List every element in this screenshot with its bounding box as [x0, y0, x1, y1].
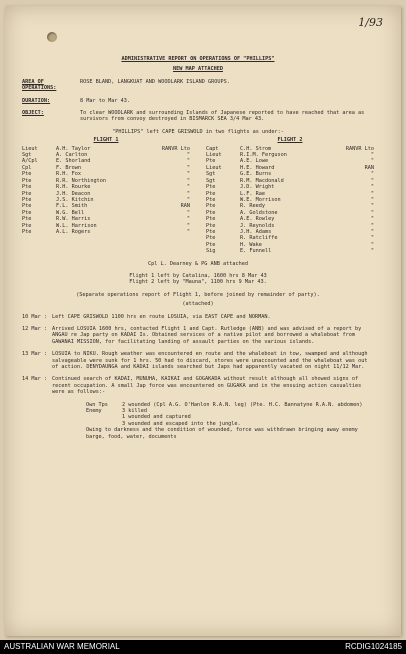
area-value: ROSE BLAND, LANGKUAT AND WOODLARK ISLAND GROUPS. [80, 78, 230, 85]
roster-entry [206, 248, 374, 254]
member-name: H.E. Howard [240, 164, 275, 171]
area-row [22, 79, 374, 92]
flights-intro: "PHILLIPS" left CAPE GRISWOLD in two flights as under:- [112, 128, 284, 135]
member-rank: Pte [22, 190, 32, 197]
closing-text: Owing to darkness and the condition of wounded, force was withdrawn bringing away enemy barge, food, water, documents [86, 427, 358, 440]
member-name: A.E. Lowe [240, 158, 269, 165]
folio-number: 1/93 [358, 16, 383, 29]
diary-date: 12 Mar : [22, 326, 47, 332]
member-rank: Pte [206, 158, 216, 165]
member-name: C.H. Strom [240, 145, 272, 152]
member-rank: Pte [22, 209, 32, 216]
archive-name: AUSTRALIAN WAR MEMORIAL [4, 642, 120, 651]
member-name: A. Carlton [56, 152, 88, 159]
roster-entry [22, 229, 190, 235]
diary-date: 14 Mar : [22, 376, 47, 383]
member-note: " [186, 196, 190, 203]
member-name: W.L. Harrison [56, 222, 97, 229]
flight1-heading: FLIGHT 1 [93, 137, 119, 144]
member-name: E. Funnell [240, 248, 272, 255]
member-note: " [186, 209, 190, 216]
member-rank: Pte [206, 228, 216, 235]
casualty-value: 3 killed [122, 408, 147, 415]
member-note: " [370, 209, 374, 216]
member-note: " [370, 177, 374, 184]
member-note: " [370, 248, 374, 255]
member-rank: Sgt [206, 171, 216, 178]
member-note: " [186, 222, 190, 229]
member-note: " [370, 241, 374, 248]
attached-note: Cpl L. Dearney & PG ANB attached [148, 260, 248, 267]
member-name: R.H. Rourke [56, 184, 91, 191]
diary-text: Arrived LOSUIA 1600 hrs, contacted Flight 1 and Capt. Rutledge (ANB) and was advised of a report by ANGAU re Jap party on KADAI Is. Obtained services of a native pilot and borrowed a whaleboat from GAWANAI MISSION, for facilitating landing of assault parties on the various islands. [52, 326, 362, 345]
member-rank: Lieut [206, 164, 222, 171]
member-rank: Cpl [22, 164, 32, 171]
attached-label: (attached) [182, 301, 214, 308]
member-rank: Pte [206, 216, 216, 223]
diary-entry [22, 314, 374, 320]
casualty-value: 2 wounded (Cpl A.G. O'Hanlon R.A.N. leg) (Pte. H.C. Bannatyne R.A.N. abdomen) [122, 401, 363, 408]
diary-text: Continued search of KADAI, MUNUHA, KAIKAI and GOGAKADA without result although all showed signs of recent occupation. A small Jap force was encountered on GUGAKA and in the ensuing action casualties were as follows:- [52, 376, 362, 396]
member-note: " [370, 228, 374, 235]
member-note: " [186, 171, 190, 178]
diary-date: 13 Mar : [22, 351, 47, 358]
diary-text: LOSUIA to NIKU. Rough weather was encountered en route and the whaleboat in tow, swamped and although salvageable were sunk for 1 hrs. 50 had to discard, stores were unaccounted and the whaleboat was out of action. DENYDAUNGA and KADAI islands searched but Japs had apparently vacated on night 11/12 Mar. [52, 351, 368, 371]
member-rank: Capt [206, 145, 219, 152]
member-note: RANVR Lto [161, 145, 190, 152]
member-name: R.M. Macdonald [240, 177, 284, 184]
diary-text: Left CAPE GRISWOLD 1100 hrs en route LOSUIA, via EAST CAPE and NORMAN. [52, 313, 271, 320]
flight1-list [22, 146, 190, 236]
flights-roster [22, 137, 374, 254]
member-name: J.D. Wright [240, 184, 275, 191]
member-note: " [186, 152, 190, 159]
member-name: R. Ratcliffe [240, 235, 278, 242]
member-rank: Pte [22, 184, 32, 191]
member-rank: A/Cpl [22, 158, 38, 165]
flight2-heading: FLIGHT 2 [277, 137, 303, 144]
member-note: RANVR Lto [345, 145, 374, 152]
member-name: R.W. Harris [56, 216, 91, 223]
member-note: " [370, 152, 374, 159]
member-rank: Sgt [206, 177, 216, 184]
diary-date: 10 Mar : [22, 313, 47, 320]
member-note: " [370, 171, 374, 178]
member-name: R.R. Northington [56, 177, 106, 184]
member-rank: Pte [206, 190, 216, 197]
member-note: " [186, 177, 190, 184]
member-rank: Pte [22, 196, 32, 203]
member-rank: Sgt [22, 152, 32, 159]
member-name: L.F. Rae [240, 190, 265, 197]
casualty-label: Own Tps [86, 401, 108, 408]
member-note: " [370, 203, 374, 210]
member-rank: Pte [22, 222, 32, 229]
duration-value: 8 Mar to Mar 43. [80, 97, 130, 104]
flight2-departure: Flight 2 left by "Mauna", 1100 hrs 9 Mar 43. [129, 279, 267, 286]
member-name: J. Reynolds [240, 222, 275, 229]
member-rank: Pte [206, 203, 216, 210]
member-name: W.G. Bell [56, 209, 85, 216]
member-note: " [186, 216, 190, 223]
member-name: R.I.M. Ferguson [240, 152, 287, 159]
flight2-column [206, 137, 374, 254]
member-rank: Pte [206, 184, 216, 191]
member-rank: Pte [22, 177, 32, 184]
member-name: E. Shorland [56, 158, 91, 165]
member-rank: Pte [206, 196, 216, 203]
member-note: " [370, 158, 374, 165]
member-note: " [370, 222, 374, 229]
area-label: AREA OF OPERATIONS: [22, 78, 57, 92]
member-name: F. Brown [56, 164, 81, 171]
object-row [22, 110, 374, 123]
report-title: ADMINISTRATIVE REPORT ON OPERATIONS OF "PHILLIPS" [121, 56, 275, 62]
diary-entry [22, 351, 374, 370]
member-rank: Pte [206, 209, 216, 216]
member-rank: Pte [206, 222, 216, 229]
member-note: " [186, 184, 190, 191]
member-rank: Pte [22, 216, 32, 223]
object-value: To clear WOODLARK and surrounding Islands of Japanese reported to have reached that area as survivors from convoy destroyed in BISMARCK SEA 3/4 Mar 43. [80, 110, 365, 123]
member-rank: Pte [22, 228, 32, 235]
flight1-departure: Flight 1 left by Catalina, 1600 hrs 8 Mar 43 [129, 272, 267, 279]
member-name: A.E. Rowley [240, 216, 275, 223]
member-note: " [186, 158, 190, 165]
member-rank: Pte [22, 171, 32, 178]
flight1-column [22, 137, 190, 254]
member-note: " [370, 190, 374, 197]
member-name: F.L. Smith [56, 203, 88, 210]
casualty-value: 3 wounded and escaped into the jungle. [122, 420, 241, 427]
member-name: R.H. Fox [56, 171, 81, 178]
flight2-list [206, 146, 374, 255]
member-name: A.L. Rogers [56, 228, 91, 235]
member-name: H. Wake [240, 241, 262, 248]
member-name: W.E. Morrison [240, 196, 281, 203]
member-note: RAN [364, 164, 374, 171]
member-rank: Pte [206, 241, 216, 248]
member-note: " [186, 190, 190, 197]
member-note: " [186, 164, 190, 171]
duration-row [22, 98, 374, 104]
archive-reference: RCDIG1024185 [345, 642, 402, 651]
member-rank: Lieut [206, 152, 222, 159]
member-name: A. Goldstone [240, 209, 278, 216]
member-note: " [186, 228, 190, 235]
member-note: " [370, 196, 374, 203]
casualty-value: 1 wounded and captured [122, 414, 191, 421]
operations-diary [22, 314, 374, 396]
member-name: J.H. Adams [240, 228, 272, 235]
duration-label: DURATION: [22, 97, 51, 104]
member-name: G.E. Burns [240, 171, 272, 178]
member-note: RAN [180, 203, 190, 210]
member-name: A.H. Taylor [56, 145, 91, 152]
report-subtitle: NEW MAP ATTACHED [173, 66, 223, 73]
member-rank: Lieut [22, 145, 38, 152]
document-body [22, 56, 374, 440]
member-rank: Pte [22, 203, 32, 210]
member-rank: Pte [206, 235, 216, 242]
object-label: OBJECT: [22, 110, 44, 117]
member-rank: Sig [206, 248, 216, 255]
member-note: " [370, 235, 374, 242]
punch-hole [47, 32, 57, 42]
archive-footer [0, 640, 406, 654]
casualty-list [22, 402, 374, 428]
member-name: J.S. Kitchin [56, 196, 94, 203]
member-name: R. Reedy [240, 203, 265, 210]
member-note: " [370, 184, 374, 191]
member-note: " [370, 216, 374, 223]
diary-entry [22, 376, 374, 395]
diary-entry [22, 326, 374, 345]
separate-report-note: (Separate operations report of Flight 1, before joined by remainder of party). [76, 291, 320, 298]
member-name: J.H. Deacon [56, 190, 91, 197]
casualty-label: Enemy [86, 408, 102, 415]
